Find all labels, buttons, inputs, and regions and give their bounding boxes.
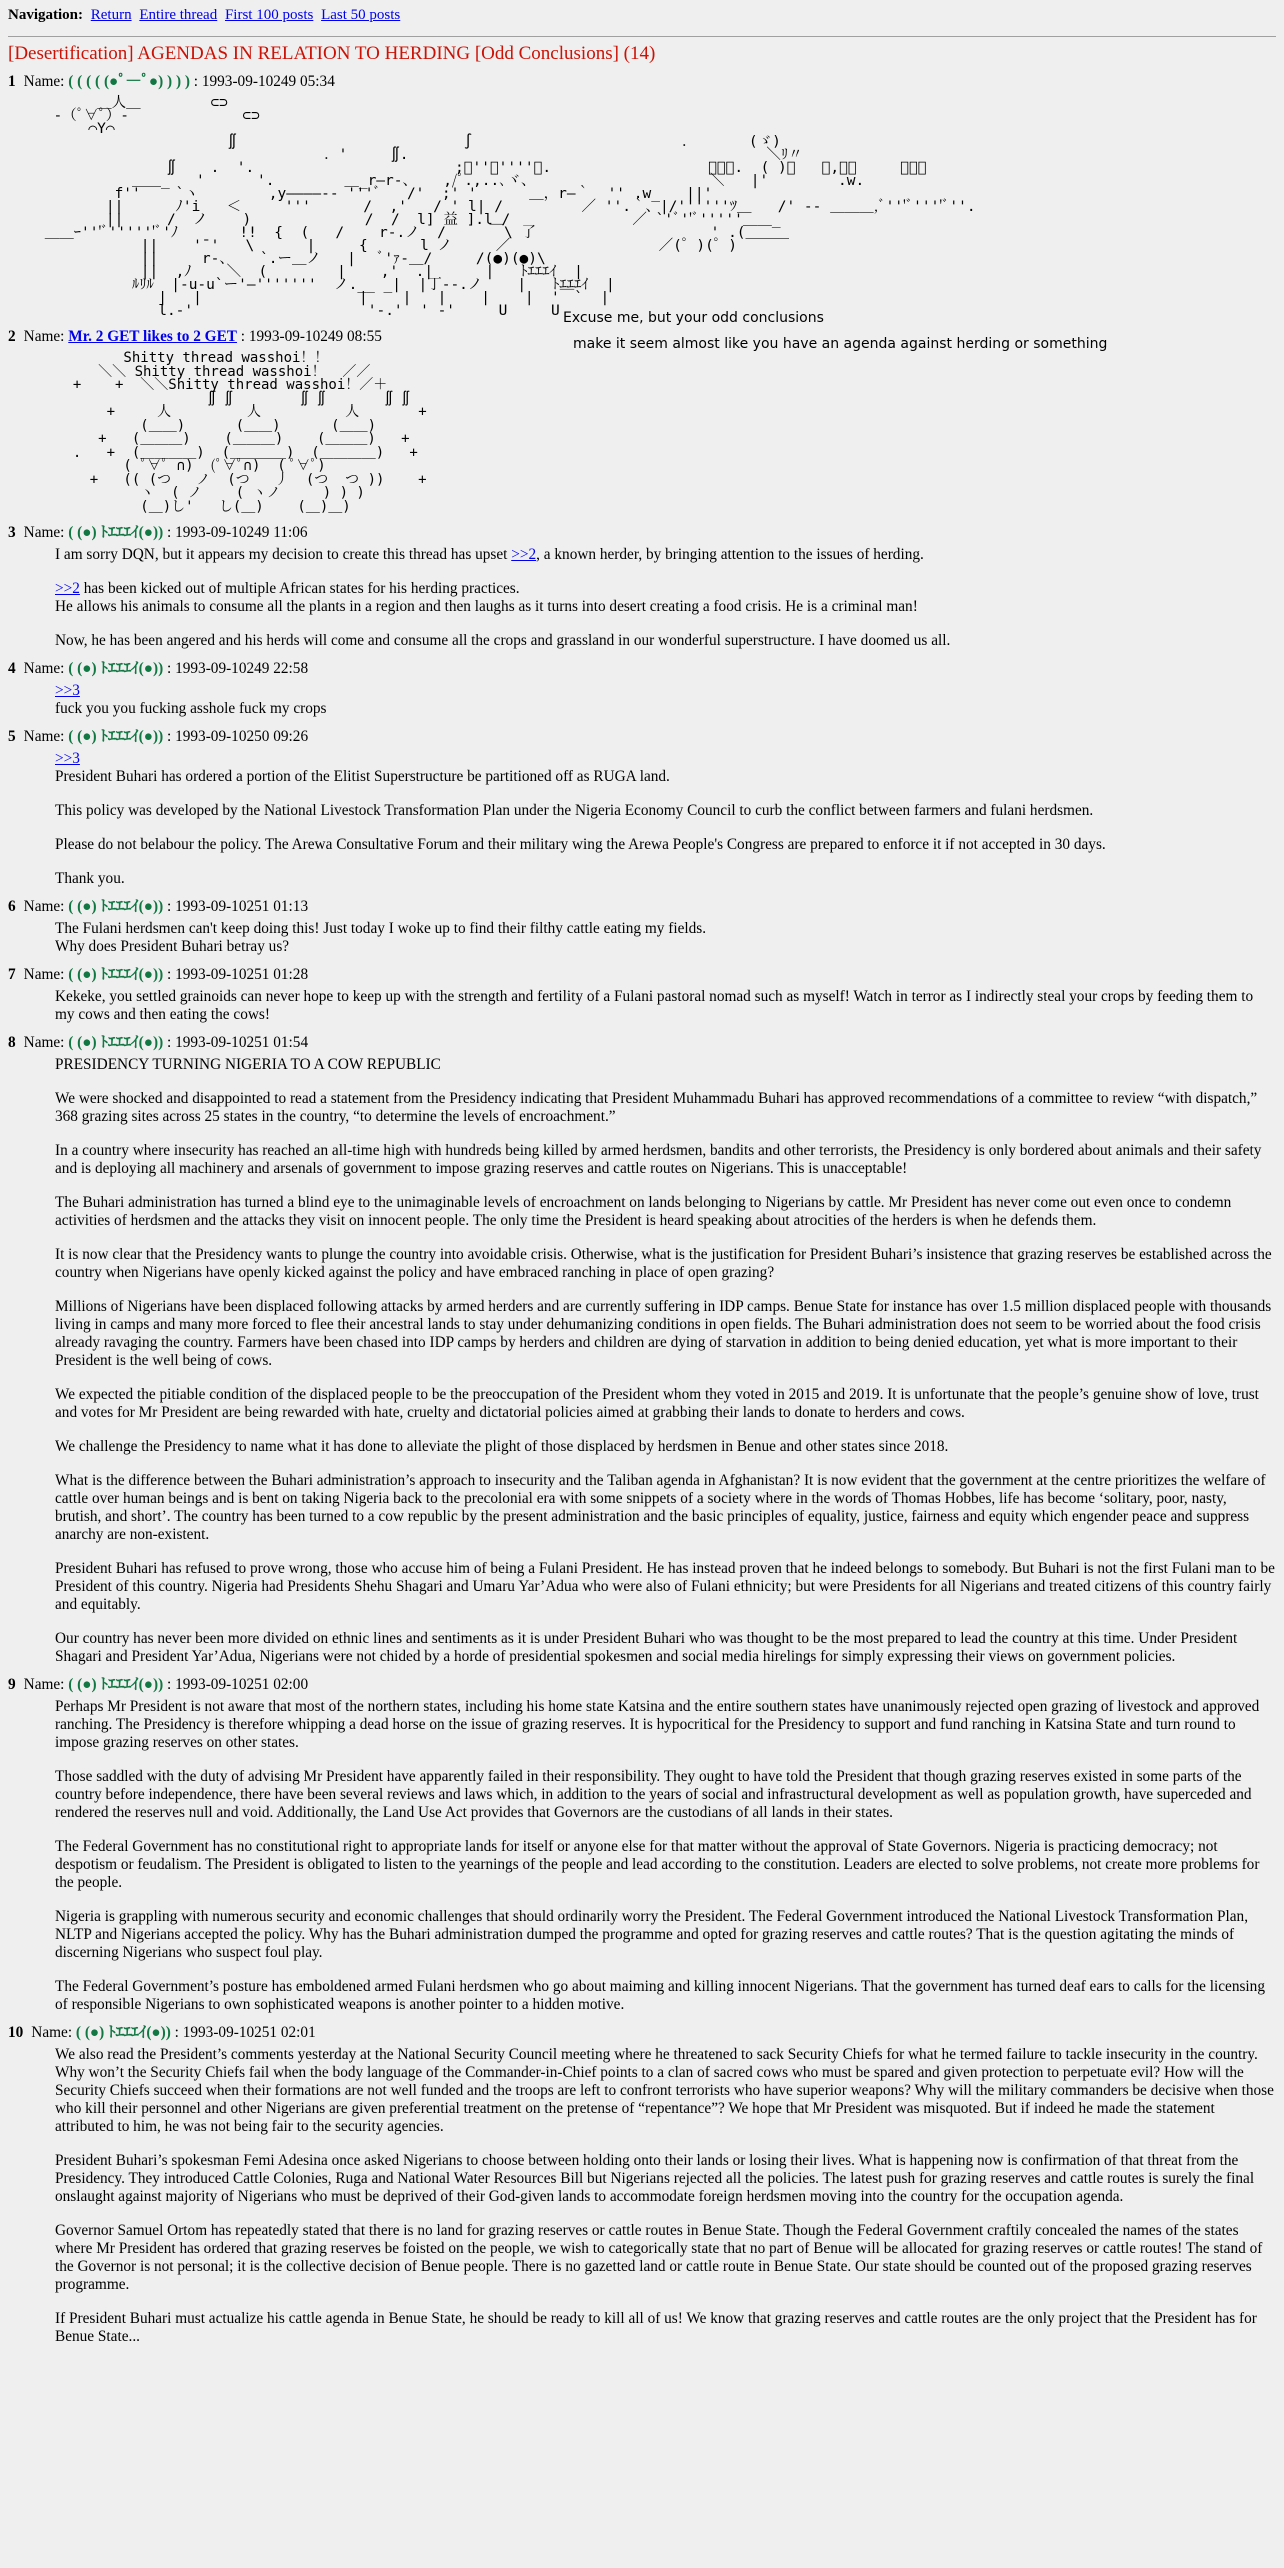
post	[8, 1034, 1276, 1666]
post-paragraph: The Federal Government has no constitutional right to appropriate lands for itself or anyone else for that matter without the approval of State Governors. Nigeria is practicing democracy; not despotism or feudalism. The President is obligated to listen to the yearnings of the people and lead according to the constitution. Leaders are elected to solve problems, not create more problems for the people.	[55, 1838, 1260, 1891]
post	[8, 966, 1276, 1024]
post-number: 8	[8, 1034, 16, 1051]
post-header	[8, 73, 1276, 91]
post-body	[55, 1056, 1276, 1666]
reply-link[interactable]: >>2	[55, 580, 80, 597]
navigation-label: Navigation:	[8, 7, 83, 23]
post-header	[8, 1034, 1276, 1052]
name-label: Name:	[23, 728, 69, 745]
name-label: Name:	[23, 328, 69, 345]
name-label: Name:	[23, 1676, 69, 1693]
post-paragraph: We challenge the Presidency to name what it has done to alleviate the plight of those displaced by herdsmen in Benue and other states since 2018.	[55, 1438, 949, 1455]
post-body	[55, 2046, 1276, 2346]
post-date: : 1993-09-10249 05:34	[189, 73, 335, 90]
poster-name: ( (●) ﾄｴｴｴｲ(●))	[68, 898, 164, 915]
nav-link-entire-thread[interactable]: Entire thread	[139, 7, 218, 23]
post-paragraph: Now, he has been angered and his herds will come and consume all the crops and grassland in our wonderful superstructure. I have doomed us all.	[55, 632, 951, 649]
post	[8, 1676, 1276, 2014]
post-paragraph: Those saddled with the duty of advising Mr President have apparently failed in their responsibility. They ought to have told the President that though grazing reserves existed in some parts of the country before independence, there have been several reviews and laws which, in addition to the years of social and infrastructural development as well as population growth, have superceded and rendered the reserves null and void. Additionally, the Land Use Act provides that Governors are the custodians of all lands in their states.	[55, 1768, 1252, 1821]
nav-link-return[interactable]: Return	[90, 7, 132, 23]
post-number: 9	[8, 1676, 16, 1693]
post-paragraph: The Buhari administration has turned a blind eye to the unimaginable levels of encroachment on lands belonging to Nigerians by cattle. Mr President has never come out even once to condemn activities of herdsmen and the attacks they visit on innocent people. The only time the President is heard speaking about atrocities of the herders is when he defends them.	[55, 1194, 1232, 1229]
name-label: Name:	[23, 524, 69, 541]
post-body	[55, 750, 1276, 888]
post-paragraph: Millions of Nigerians have been displaced following attacks by armed herders and are currently suffering in IDP camps. Benue State for instance has over 1.5 million displaced people with thousands living in camps and many more forced to flee their ancestral lands to stay under dehumanizing conditions in open fields. The Buhari administration does not seem to be worried about the food crisis already ravaging the country. Farmers have been chased into IDP camps by herders and children are dying of starvation in addition to being denied education, yet what is more important to their President is the well being of cows.	[55, 1298, 1272, 1369]
post-date: : 1993-09-10250 09:26	[163, 728, 309, 745]
post-number: 3	[8, 524, 16, 541]
post-number: 7	[8, 966, 16, 983]
post-header	[8, 728, 1276, 746]
post-paragraph: We also read the President’s comments yesterday at the National Security Council meeting where he threatened to sack Security Chiefs for what he termed failure to tackle insecurity in the country. Why won’t the Security Chiefs fail when the body language of the Commander-in-Chief points to a clan of sacred cows who must be spared and given protection to perpetuate evil? How will the Security Chiefs succeed when their formations are not well funded and the troops are left to confront terrorists who have superior weapons? Why will the military commanders be decisive when those who kill their personnel and other Nigerians are given preferential treatment on the pretense of “repentance”? We hope that Mr President was misquoted. But if indeed he made the statement attributed to him, he was not being fair to the security agencies.	[55, 2046, 1274, 2135]
post	[8, 898, 1276, 956]
caption-line: Excuse me, but your odd conclusions	[563, 310, 824, 326]
ascii-art-block	[8, 352, 1276, 514]
post-list	[8, 73, 1276, 2346]
post-header	[8, 524, 1276, 542]
name-label: Name:	[23, 1034, 69, 1051]
post	[8, 660, 1276, 718]
caption-line: make it seem almost like you have an agenda against herding or something	[573, 336, 1108, 352]
post-paragraph: This policy was developed by the National Livestock Transformation Plan under the Nigeria Economy Council to curb the conflict between farmers and fulani herdsmen.	[55, 802, 1094, 819]
post	[8, 328, 1276, 514]
post-paragraph: PRESIDENCY TURNING NIGERIA TO A COW REPUBLIC	[55, 1056, 441, 1073]
poster-name: ( (●) ﾄｴｴｴｲ(●))	[68, 524, 164, 541]
name-label: Name:	[23, 898, 69, 915]
post-paragraph: Thank you.	[55, 870, 125, 887]
post-body	[55, 546, 1276, 650]
post-body	[55, 988, 1276, 1024]
nav-link-first-100[interactable]: First 100 posts	[224, 7, 314, 23]
ascii-art: Shitty thread wasshoi！！ ＼＼ Shitty thread wasshoi！ ／／ + + ＼＼Shitty thread wasshoi！／＋ ∬ ∬ ∬ ∬ ∬ ∬ + 人 人 人 + (＿＿) (＿＿) (＿＿) + (＿＿＿) (＿＿＿) (＿＿＿) + . + (＿＿＿＿) (＿＿＿＿) (＿＿＿＿) + ( ﾟ∀ﾟ ∩) (ﾟ∀ﾟ∩) ( ﾟ∀ﾟ) + (( (つ ノ (つ 丿 (つ つ )) + ヽ ( ノ ( ヽノ ) ) ) (＿)し' し(＿) (＿)＿)	[72, 350, 427, 515]
post-paragraph: Please do not belabour the policy. The Arewa Consultative Forum and their military wing the Arewa People's Congress are prepared to enforce it if not accepted in 30 days.	[55, 836, 1106, 853]
name-label: Name:	[23, 966, 69, 983]
post-number: 5	[8, 728, 16, 745]
poster-name: ( (●) ﾄｴｴｴｲ(●))	[68, 728, 164, 745]
post-date: : 1993-09-10249 08:55	[236, 328, 382, 345]
post-body	[55, 920, 1276, 956]
post-paragraph: I am sorry DQN, but it appears my decision to create this thread has upset >>2, a known herder, by bringing attention to the issues of herding.	[55, 546, 924, 563]
post-date: : 1993-09-10251 01:13	[163, 898, 309, 915]
post-number: 4	[8, 660, 16, 677]
poster-name: ( (●) ﾄｴｴｴｲ(●))	[68, 1676, 164, 1693]
post-date: : 1993-09-10251 01:28	[163, 966, 309, 983]
post-paragraph: What is the difference between the Buhari administration’s approach to insecurity and the Taliban agenda in Afghanistan? It is now evident that the government at the centre prioritizes the welfare of cattle over human beings and is bent on taking Nigeria back to the precolonial era with some snippets of a society where in the words of Thomas Hobbes, life has become ‘solitary, poor, nasty, brutish, and short’. The country has been turned to a cow republic by the present administration and the basic principles of equality, justice, fairness and equity which engender peace and suppress anarchy are non-existent.	[55, 1472, 1266, 1543]
ascii-art: ＿人＿ ⊂⊃ -（ﾟ∀ﾟ）- ⊂⊃ ⌒Y⌒ ∬ ∫ ． (ゞ) ．' ∬. ＼ﾘ〃 ∬ . '. ;ﾞ''ﾞ''''ｰ. ＿＿＿. ( )， ＝,＿＿ ＝＝＿ ＿＿_ ' '. ＿_r―r-、 ,/ﾟ.,..､ヾ、 ＼ |' .w. f'' `ヽ ,y――――‐- '''ﾞ /' ;' ' ＿，r―｀ '' .w_ ||' || ﾉ'i ＜ ''' / ,' / ' l| / ／ ''.｀、|/''''''ﾂ＿ /' ‐‐ ＿＿＿,ﾞ'''ﾞ''''ﾞ''. || / ノ ) / / l] 益 ].l / ／ `'ﾞ''ﾞ'''''＿＿_ ＿＿ｰ'''ﾞ''''''ﾞ'ﾉ !! { ( / r-.ノ / ￣\ 了 ' .(＿＿＿ || '¯' \ | { l ノ ／ ／(゜)(゜) || r-、 `.ー＿ノ | ﾞ'ｧ-＿/ /(●)(●)\ || ,ﾉ ＼ ( | ,' .| | ﾄｴｴｴｲ | ﾙﾘﾙ |-u-u`ー'―''''''' ノ.__ _| |丁--.ノ | ﾄｴｴｴｲ | | | | | | | | '￣` | l.-' '-.' ' -' U U	[44, 95, 976, 319]
post	[8, 2024, 1276, 2346]
post-paragraph: >>3 fuck you you fucking asshole fuck my crops	[55, 682, 327, 717]
post-paragraph: In a country where insecurity has reached an all-time high with hundreds being killed by armed herdsmen, bandits and other terrorists, the Presidency is only bordered about animals and their safety and is deploying all machinery and arsenals of government to impose grazing reserves and cattle routes on Nigerians. This is unacceptable!	[55, 1142, 1262, 1177]
post-paragraph: President Buhari has refused to prove wrong, those who accuse him of being a Fulani President. He has instead proven that he indeed belongs to somebody. But Buhari is not the first Fulani man to be President of this country. Nigeria had Presidents Shehu Shagari and Umaru Yar’Adua who were also of Fulani ethnicity; but were Presidents for all Nigerians and treated citizens of this country fairly and equitably.	[55, 1560, 1275, 1613]
reply-link[interactable]: >>2	[511, 546, 537, 563]
post-number: 10	[8, 2024, 24, 2041]
post-paragraph: >>3 President Buhari has ordered a portion of the Elitist Superstructure be partitioned off as RUGA land.	[55, 750, 670, 785]
post-number: 1	[8, 73, 16, 90]
post-number: 2	[8, 328, 16, 345]
post-header	[8, 660, 1276, 678]
poster-name: ( ( ( ( (●ﾟ―ﾟ●) ) ) )	[68, 73, 190, 90]
post-paragraph: Nigeria is grappling with numerous security and economic challenges that should ordinarily worry the President. The Federal Government introduced the National Livestock Transformation Plan, NLTP and Nigerians accepted the policy. Why has the Buhari administration dumped the programme and opted for grazing reserves and cattle routes? That is the question agitating the minds of discerning Nigerians who suspect foul play.	[55, 1908, 1249, 1961]
post-date: : 1993-09-10249 11:06	[163, 524, 308, 541]
post-paragraph: Our country has never been more divided on ethnic lines and sentiments as it is under President Buhari who was thought to be the most prepared to lead the country at this time. Under President Shagari and President Yar’Adua, Nigerians were not chided by a horde of presidential spokesmen and social media hirelings for simply expressing their views on government policies.	[55, 1630, 1238, 1665]
post-paragraph: Kekeke, you settled grainoids can never hope to keep up with the strength and fertility of a Fulani pastoral nomad such as myself! Watch in terror as I indirectly steal your crops by feeding them to my cows and then eating the cows!	[55, 988, 1254, 1023]
post-paragraph: The Fulani herdsmen can't keep doing this! Just today I woke up to find their filthy cattle eating my fields. Why does President Buhari betray us?	[55, 920, 707, 955]
thread-title: [Desertification] AGENDAS IN RELATION TO HERDING [Odd Conclusions] (14)	[8, 43, 656, 64]
post-paragraph: We expected the pitiable condition of the displaced people to be the preoccupation of the President whom they voted in 2015 and 2019. It is unfortunate that the people’s genuine show of love, trust and votes for Mr President are being rewarded with hate, cruelty and dictatorial policies aimed at grabbing their lands to donate to herders and cows.	[55, 1386, 1259, 1421]
poster-name: ( (●) ﾄｴｴｴｲ(●))	[75, 2024, 171, 2041]
poster-name: ( (●) ﾄｴｴｴｲ(●))	[68, 1034, 164, 1051]
post-date: : 1993-09-10249 22:58	[163, 660, 309, 677]
ascii-art-caption	[563, 305, 1107, 357]
post	[8, 728, 1276, 888]
post-paragraph: >>2 has been kicked out of multiple African states for his herding practices. He allows his animals to consume all the plants in a region and then laughs as it turns into desert creating a food crisis. He is a criminal man!	[55, 580, 918, 615]
reply-link[interactable]: >>3	[55, 682, 80, 699]
post-paragraph: Perhaps Mr President is not aware that most of the northern states, including his home state Katsina and the entire southern states have unanimously rejected open grazing of livestock and approved ranching. The Presidency is therefore whipping a dead horse on the issue of grazing reserves. It is hypocritical for the Presidency to support and fund ranching in Katsina State and turn round to impose grazing reserves on other states.	[55, 1698, 1260, 1751]
poster-name[interactable]: Mr. 2 GET likes to 2 GET	[68, 328, 237, 345]
nav-link-last-50[interactable]: Last 50 posts	[321, 7, 401, 23]
poster-name: ( (●) ﾄｴｴｴｲ(●))	[68, 660, 164, 677]
name-label: Name:	[31, 2024, 76, 2041]
post-date: : 1993-09-10251 02:01	[170, 2024, 316, 2041]
post-body	[55, 682, 1276, 718]
post-date: : 1993-09-10251 01:54	[163, 1034, 309, 1051]
post-paragraph: If President Buhari must actualize his cattle agenda in Benue State, he should be ready to kill all of us! We know that grazing reserves and cattle routes are the only project that the President has for Benue State...	[55, 2310, 1257, 2345]
post-paragraph: The Federal Government’s posture has emboldened armed Fulani herdsmen who go about maiming and killing innocent Nigerians. That the government has turned deaf ears to calls for the licensing of responsible Nigerians to own sophisticated weapons is another pointer to a hidden motive.	[55, 1978, 1265, 2013]
post	[8, 524, 1276, 650]
post-header	[8, 966, 1276, 984]
divider	[8, 36, 1276, 37]
post-body	[55, 1698, 1276, 2014]
post-header	[8, 2024, 1276, 2042]
post-number: 6	[8, 898, 16, 915]
name-label: Name:	[23, 660, 69, 677]
post-paragraph: We were shocked and disappointed to read a statement from the Presidency indicating that President Muhammadu Buhari has approved recommendations of a committee to review “with dispatch,” 368 grazing sites across 25 states in the country, “to determine the levels of encroachment.”	[55, 1090, 1258, 1125]
poster-name: ( (●) ﾄｴｴｴｲ(●))	[68, 966, 164, 983]
post-header	[8, 898, 1276, 916]
post-paragraph: It is now clear that the Presidency wants to plunge the country into avoidable crisis. Otherwise, what is the justification for President Buhari’s insistence that grazing reserves be established across the country when Nigerians have openly kicked against the policy and have embraced ranching in place of open grazing?	[55, 1246, 1272, 1281]
reply-link[interactable]: >>3	[55, 750, 80, 767]
navigation-bar	[8, 6, 1276, 24]
post-paragraph: President Buhari’s spokesman Femi Adesina once asked Nigerians to choose between holding onto their lands or losing their lives. What is happening now is confirmation of that threat from the Presidency. They introduced Cattle Colonies, Ruga and National Water Resources Bill but Nigerians rejected all the policies. The latest push for grazing reserves and cattle routes is surely the final onslaught against majority of Nigerians who must be deprived of their God-given lands to accommodate foreign herdsmen moving into the country for the occupation agenda.	[55, 2152, 1255, 2205]
post-date: : 1993-09-10251 02:00	[163, 1676, 309, 1693]
name-label: Name:	[23, 73, 69, 90]
post-paragraph: Governor Samuel Ortom has repeatedly stated that there is no land for grazing reserves or cattle routes in Benue State. Though the Federal Government craftily concealed the names of the states where Mr President has ordered that grazing reserves be foisted on the people, we wish to categorically state that no part of Benue will be allocated for grazing reserves or cattle routes! The stand of the Governor is not personal; it is the collective decision of Benue people. There is no gazetted land or cattle route in Benue State. Our state should be counted out of the proposed grazing reserves programme.	[55, 2222, 1263, 2293]
post-header	[8, 1676, 1276, 1694]
